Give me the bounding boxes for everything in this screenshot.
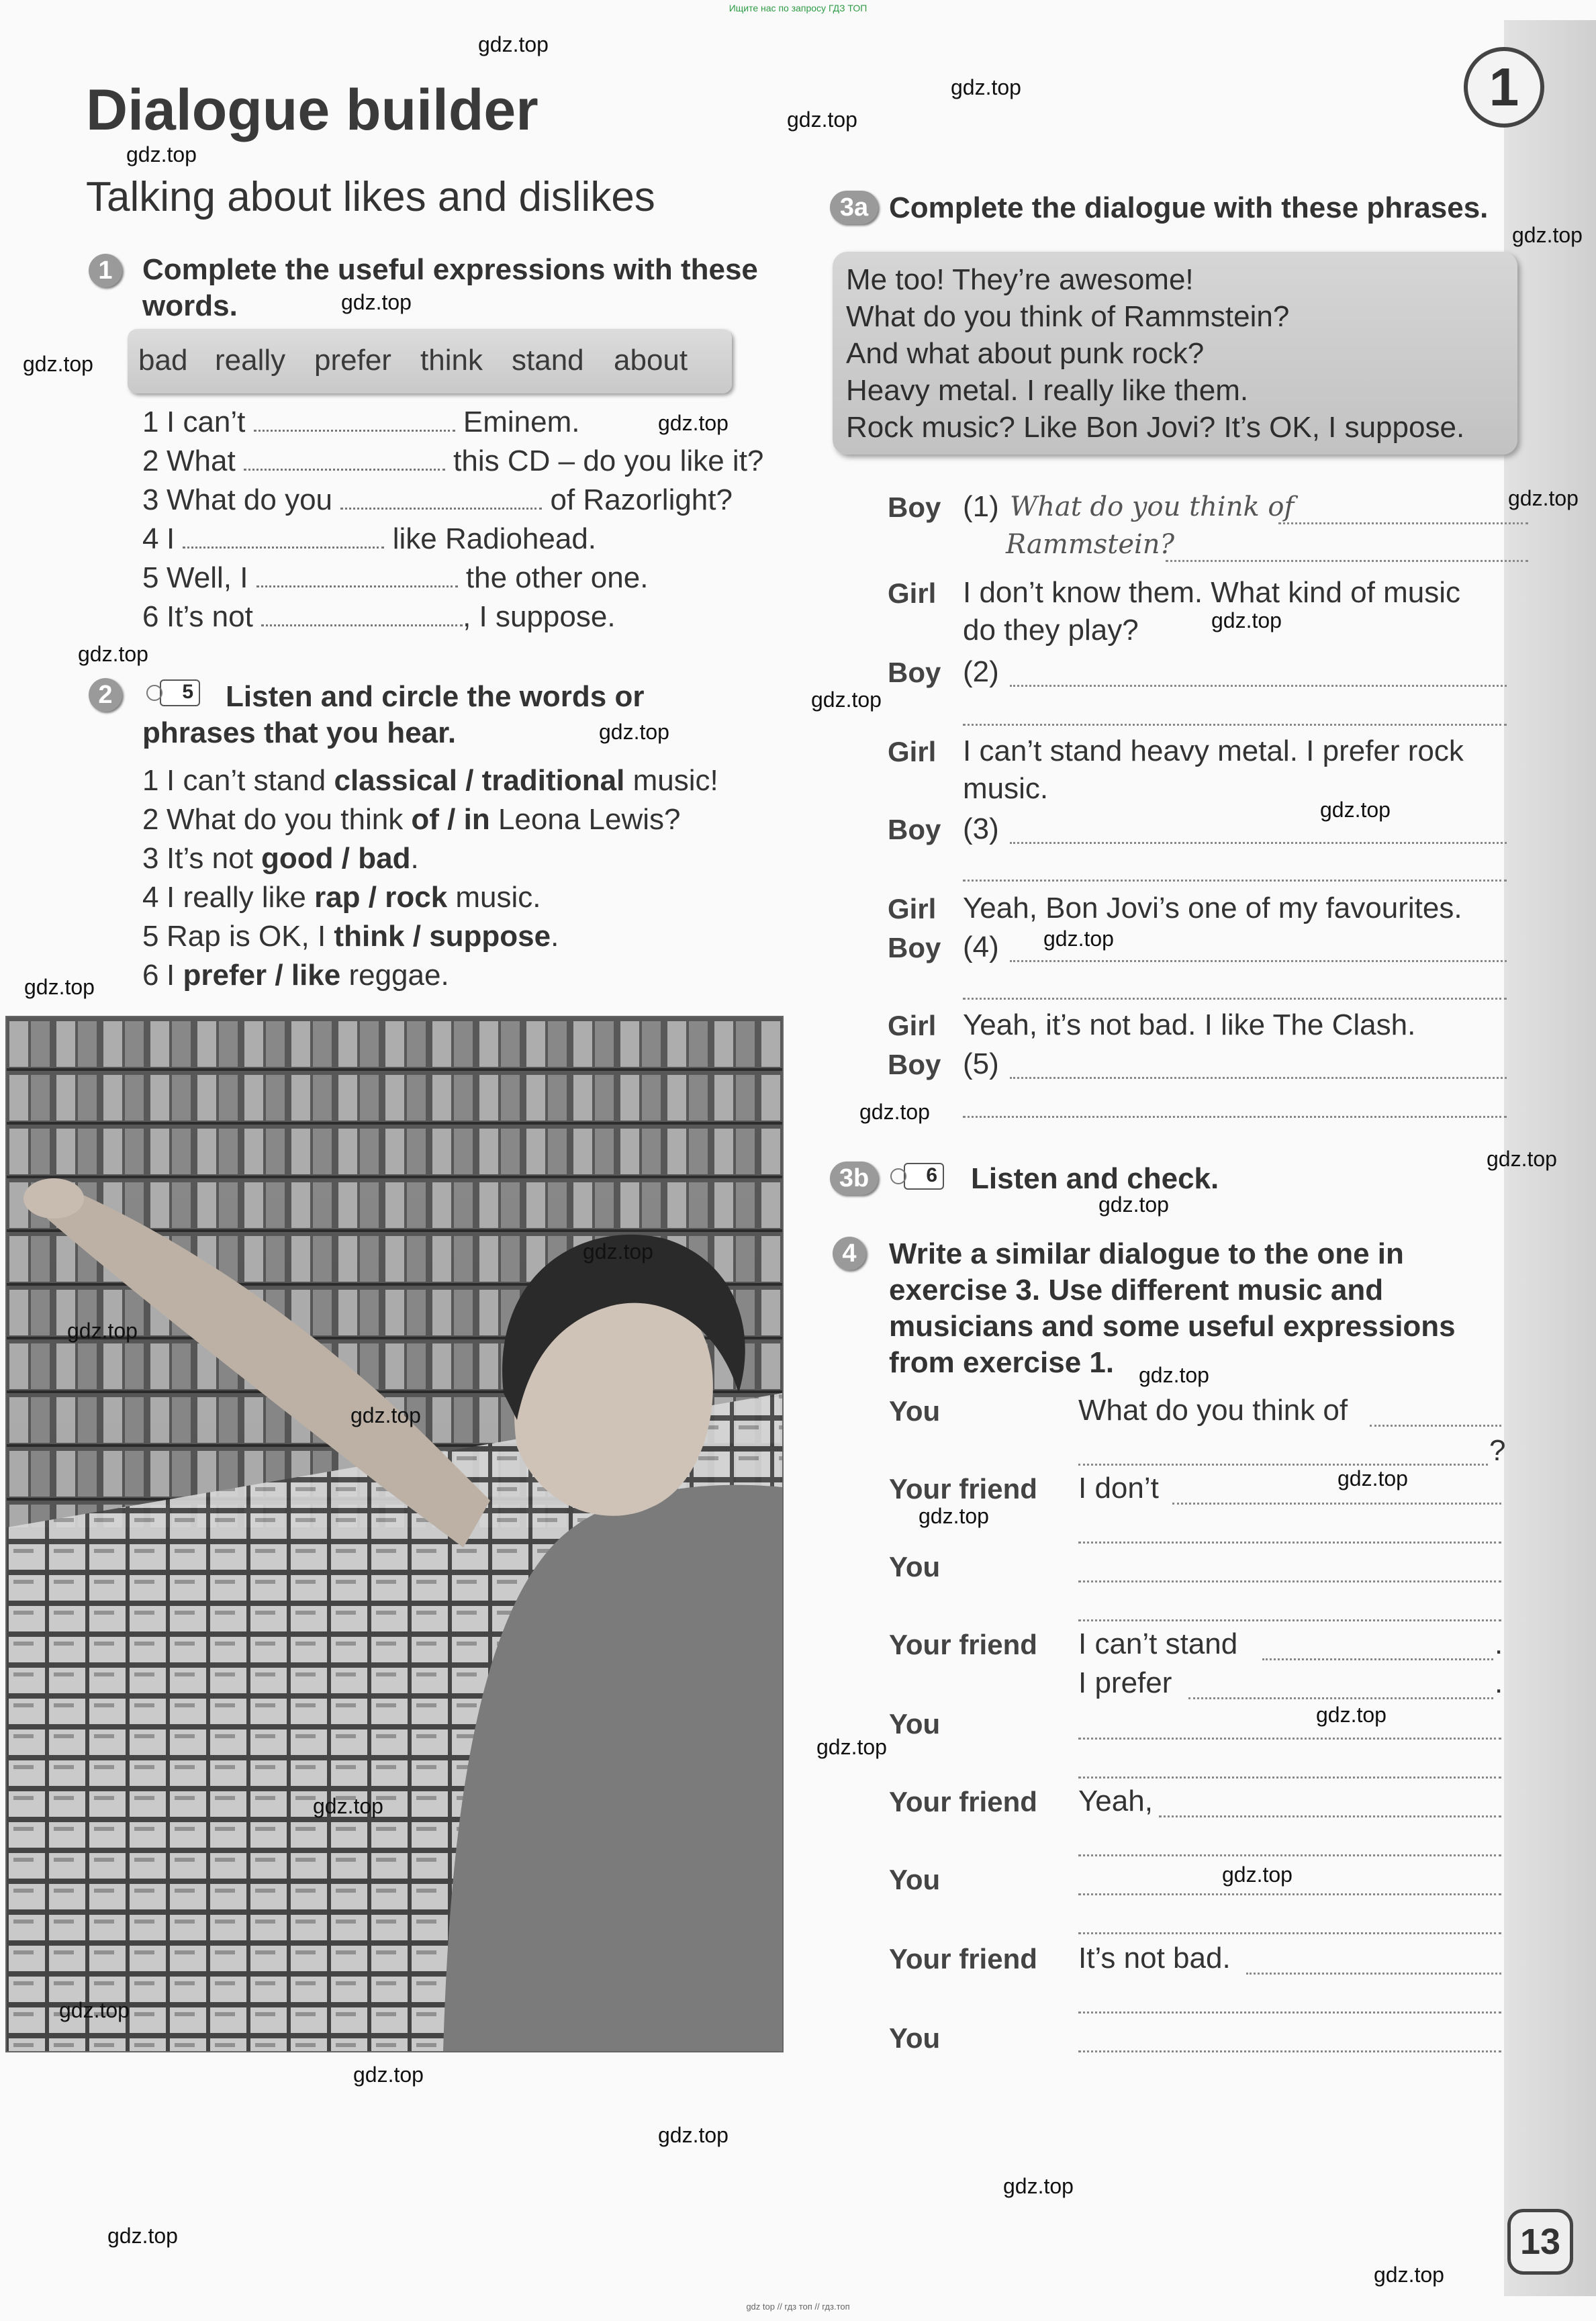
watermark: gdz.top: [1211, 608, 1282, 632]
audio-track-icon[interactable]: [160, 679, 200, 706]
watermark: gdz.top: [1508, 486, 1579, 510]
speaker-label: Girl: [888, 1010, 937, 1041]
answer-blank[interactable]: [183, 528, 384, 549]
dialogue-line-number: (1): [963, 490, 999, 523]
watermark: gdz.top: [1374, 2263, 1444, 2287]
answer-line[interactable]: [963, 996, 1507, 1000]
item-number: 4: [142, 522, 159, 555]
bottom-note: gdz top // гдз топ // гдз.топ: [746, 2302, 850, 2312]
top-note: Ищите нас по запросу ГДЗ ТОП: [729, 3, 867, 13]
answer-line[interactable]: [1078, 2049, 1501, 2052]
answer-line[interactable]: [1078, 1775, 1501, 1779]
answer-line[interactable]: [1172, 1501, 1501, 1505]
answer-line[interactable]: [1188, 1696, 1493, 1699]
dialogue-line: music.: [963, 772, 1049, 805]
unit-number-badge: 1: [1464, 47, 1544, 128]
photo-record-shop: [5, 1016, 784, 2052]
item-text: music.: [447, 881, 541, 914]
item-text: I can’t: [167, 406, 246, 438]
speaker-label: Girl: [888, 736, 937, 767]
watermark: gdz.top: [1043, 927, 1114, 951]
item-text: I: [167, 522, 175, 555]
item-text: Well, I: [167, 561, 248, 594]
answer-line[interactable]: [1159, 1814, 1501, 1817]
page-subtitle: Talking about likes and dislikes: [86, 174, 655, 220]
answer-line[interactable]: [1010, 683, 1507, 687]
word-box-item: prefer: [314, 344, 391, 377]
exercise-2-item: [142, 842, 419, 875]
answer-line[interactable]: [1010, 1076, 1507, 1079]
speaker-label: Girl: [888, 577, 937, 609]
watermark: gdz.top: [1003, 2174, 1074, 2198]
speaker-label: You: [889, 1864, 941, 1895]
watermark: gdz.top: [478, 32, 549, 56]
answer-line[interactable]: [963, 722, 1507, 726]
watermark: gdz.top: [787, 107, 857, 132]
watermark: gdz.top: [1139, 1363, 1209, 1387]
answer-line[interactable]: [1078, 1618, 1501, 1621]
answer-line[interactable]: [1262, 1657, 1493, 1660]
exercise-1-item: [142, 483, 733, 517]
answer-blank[interactable]: [340, 489, 542, 510]
prompt-text: What do you think of: [1078, 1394, 1348, 1427]
answer-line[interactable]: [1078, 1853, 1501, 1856]
item-number: 1: [142, 406, 159, 438]
prompt-text: I prefer: [1078, 1666, 1172, 1699]
item-text: of Razorlight?: [550, 483, 733, 516]
handwritten-answer: What do you think of: [1010, 491, 1295, 522]
item-number: 3: [142, 483, 159, 516]
watermark: gdz.top: [350, 1403, 421, 1427]
choice-options[interactable]: prefer / like: [183, 959, 341, 992]
watermark: gdz.top: [313, 1794, 383, 1818]
item-text: It’s not: [167, 600, 253, 633]
speaker-label: Boy: [888, 657, 941, 688]
speaker-label: Your friend: [889, 1473, 1037, 1505]
exercise-2-item: [142, 881, 541, 914]
answer-line[interactable]: [1078, 1892, 1501, 1895]
speaker-label: Your friend: [889, 1943, 1037, 1975]
phrase-item: Me too! They’re awesome!: [846, 263, 1194, 296]
speaker-label: You: [889, 1395, 941, 1427]
item-number: 5: [142, 561, 159, 594]
prompt-text: It’s not bad.: [1078, 1942, 1231, 1975]
speaker-label: Boy: [888, 932, 941, 963]
choice-options[interactable]: of / in: [411, 803, 490, 836]
watermark: gdz.top: [951, 75, 1021, 99]
exercise-1-item: [142, 600, 616, 634]
exercise-3b-number: 3b: [830, 1162, 878, 1195]
exercise-1-instruction-line-1: Complete the useful expressions with these: [142, 253, 758, 286]
exercise-2-item: [142, 803, 681, 837]
phrase-item: And what about punk rock?: [846, 337, 1205, 370]
prompt-text: I don’t: [1078, 1472, 1159, 1505]
watermark: gdz.top: [341, 290, 412, 314]
speaker-label: Boy: [888, 814, 941, 845]
watermark: gdz.top: [599, 720, 669, 744]
item-text: What: [167, 444, 236, 477]
item-number: 1: [142, 764, 159, 797]
handwritten-answer: Rammstein?: [1006, 529, 1175, 560]
item-number: 2: [142, 444, 159, 477]
item-text: Leona Lewis?: [489, 803, 681, 836]
exercise-2-instruction-line-2: phrases that you hear.: [142, 716, 457, 749]
dialogue-line: do they play?: [963, 614, 1139, 647]
answer-line[interactable]: [1078, 1540, 1501, 1544]
item-number: 6: [142, 600, 159, 633]
watermark: gdz.top: [1320, 798, 1391, 822]
item-text: I: [167, 959, 183, 992]
watermark: gdz.top: [353, 2063, 424, 2087]
watermark: gdz.top: [67, 1319, 138, 1343]
phrase-item: Rock music? Like Bon Jovi? It’s OK, I suppose.: [846, 411, 1465, 444]
item-text: music!: [624, 764, 718, 797]
item-number: 2: [142, 803, 159, 836]
item-text: .: [410, 842, 419, 875]
word-box-item: think: [420, 344, 483, 377]
item-text: Rap is OK, I: [167, 920, 334, 953]
exercise-4-instruction-line: musicians and some useful expressions: [889, 1310, 1456, 1343]
exercise-2-item: [142, 920, 559, 953]
speaker-label: Your friend: [889, 1629, 1037, 1660]
exercise-2-number: 2: [89, 678, 122, 712]
exercise-1-instruction-line-2: words.: [142, 289, 238, 322]
dialogue-line: I don’t know them. What kind of music: [963, 576, 1460, 609]
speaker-label: Girl: [888, 893, 937, 925]
answer-line[interactable]: [963, 878, 1507, 882]
page-title: Dialogue builder: [86, 78, 538, 142]
watermark: gdz.top: [1487, 1147, 1557, 1171]
watermark: gdz.top: [59, 1998, 130, 2022]
exercise-4-number: 4: [833, 1237, 866, 1270]
item-text: I can’t stand: [167, 764, 334, 797]
item-text: Eminem.: [463, 406, 580, 438]
answer-line[interactable]: [1078, 1462, 1488, 1466]
dialogue-line: I can’t stand heavy metal. I prefer rock: [963, 735, 1464, 767]
punctuation: .: [1495, 1666, 1503, 1699]
watermark: gdz.top: [1098, 1192, 1169, 1217]
watermark: gdz.top: [1512, 223, 1583, 247]
answer-line[interactable]: [1078, 1736, 1501, 1740]
item-number: 3: [142, 842, 159, 875]
word-box-item: really: [215, 344, 286, 377]
answer-blank[interactable]: [254, 411, 455, 432]
speaker-label: Your friend: [889, 1786, 1037, 1817]
answer-line[interactable]: [1010, 841, 1507, 844]
exercise-2-instruction-line-1: Listen and circle the words or: [226, 680, 645, 713]
exercise-1-item: [142, 406, 579, 439]
item-number: 4: [142, 881, 159, 914]
page-number: 13: [1507, 2209, 1573, 2275]
item-text: What do you: [167, 483, 333, 516]
exercise-4-instruction-line: exercise 3. Use different music and: [889, 1274, 1384, 1307]
prompt-text: I can’t stand: [1078, 1627, 1238, 1660]
answer-line[interactable]: [1278, 521, 1528, 524]
speaker-label: Boy: [888, 491, 941, 523]
answer-line[interactable]: [1370, 1423, 1501, 1427]
dialogue-line-number: (4): [963, 931, 999, 963]
answer-line[interactable]: [963, 1115, 1507, 1118]
watermark: gdz.top: [919, 1504, 989, 1528]
watermark: gdz.top: [658, 2123, 729, 2147]
exercise-3b-instruction: Listen and check.: [971, 1162, 1219, 1195]
answer-line[interactable]: [1246, 1971, 1501, 1975]
exercise-1-item: [142, 561, 648, 595]
watermark: gdz.top: [658, 411, 729, 435]
answer-line[interactable]: [1078, 2010, 1501, 2014]
watermark: gdz.top: [816, 1735, 887, 1759]
track-number: 6: [926, 1164, 937, 1186]
exercise-2-item: [142, 764, 718, 798]
watermark: gdz.top: [23, 352, 93, 376]
item-text: It’s not: [167, 842, 262, 875]
watermark: gdz.top: [859, 1100, 930, 1124]
item-text: I really like: [167, 881, 315, 914]
answer-blank[interactable]: [244, 450, 445, 471]
item-text: , I suppose.: [463, 600, 616, 633]
audio-track-icon[interactable]: [904, 1163, 944, 1190]
exercise-1-item: [142, 522, 596, 556]
watermark: gdz.top: [1222, 1862, 1293, 1887]
exercise-1-item: [142, 444, 763, 478]
answer-line[interactable]: [1010, 959, 1507, 962]
watermark: gdz.top: [78, 642, 148, 666]
item-text: reggae.: [340, 959, 449, 992]
exercise-2-item: [142, 959, 449, 992]
item-text: the other one.: [465, 561, 649, 594]
speaker-label: Boy: [888, 1049, 941, 1080]
dialogue-line: Yeah, Bon Jovi’s one of my favourites.: [963, 892, 1462, 925]
phrase-item: Heavy metal. I really like them.: [846, 374, 1249, 407]
answer-line[interactable]: [1166, 559, 1528, 562]
choice-options[interactable]: good / bad: [261, 842, 411, 875]
choice-options[interactable]: classical / traditional: [334, 764, 625, 797]
item-text: this CD – do you like it?: [453, 444, 764, 477]
answer-line[interactable]: [1078, 1931, 1501, 1934]
punctuation: ?: [1489, 1434, 1506, 1467]
choice-options[interactable]: think / suppose: [334, 920, 551, 953]
dialogue-line-number: (5): [963, 1047, 999, 1080]
watermark: gdz.top: [583, 1239, 653, 1264]
item-number: 5: [142, 920, 159, 953]
exercise-4-instruction-line: from exercise 1.: [889, 1346, 1115, 1379]
dialogue-line: Yeah, it’s not bad. I like The Clash.: [963, 1008, 1416, 1041]
exercise-3a-instruction: Complete the dialogue with these phrases.: [889, 191, 1489, 224]
exercise-3a-number: 3a: [830, 191, 878, 224]
item-text: .: [551, 920, 559, 953]
punctuation: .: [1495, 1627, 1503, 1660]
watermark: gdz.top: [126, 142, 197, 167]
word-box-item: stand: [512, 344, 584, 377]
exercise-1-number: 1: [89, 254, 122, 287]
prompt-text: Yeah,: [1078, 1785, 1153, 1817]
watermark: gdz.top: [811, 688, 882, 712]
word-box-item: about: [614, 344, 688, 377]
speaker-label: You: [889, 1708, 941, 1740]
item-number: 6: [142, 959, 159, 992]
answer-blank[interactable]: [261, 606, 463, 626]
dialogue-line-number: (2): [963, 655, 999, 688]
watermark: gdz.top: [1337, 1466, 1408, 1490]
word-box-item: bad: [138, 344, 188, 377]
item-text: like Radiohead.: [392, 522, 597, 555]
watermark: gdz.top: [107, 2224, 178, 2248]
speaker-label: You: [889, 1551, 941, 1582]
answer-line[interactable]: [1078, 1579, 1501, 1582]
speaker-label: You: [889, 2022, 941, 2054]
watermark: gdz.top: [24, 975, 95, 999]
item-text: What do you think: [167, 803, 412, 836]
dialogue-line-number: (3): [963, 812, 999, 845]
phrase-item: What do you think of Rammstein?: [846, 300, 1290, 333]
track-number: 5: [182, 681, 193, 703]
choice-options[interactable]: rap / rock: [314, 881, 448, 914]
answer-blank[interactable]: [256, 567, 458, 587]
exercise-4-instruction-line: Write a similar dialogue to the one in: [889, 1237, 1404, 1270]
watermark: gdz.top: [1316, 1703, 1387, 1727]
